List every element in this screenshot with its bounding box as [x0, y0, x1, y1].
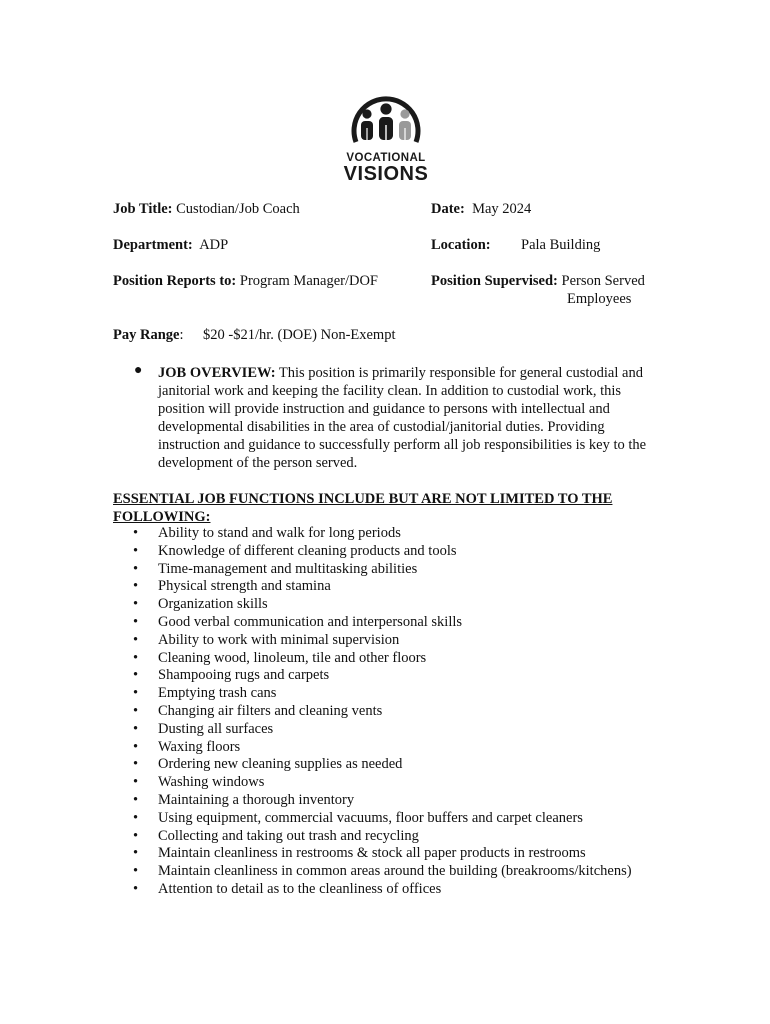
list-item: • Waxing floors [113, 739, 632, 757]
supervised-value-line1: Person Served [561, 273, 645, 289]
essential-functions-list [113, 525, 632, 899]
list-item: • Knowledge of different cleaning products and tools [113, 543, 632, 561]
list-item: • Time-management and multitasking abilities [113, 561, 632, 579]
list-item: • Cleaning wood, linoleum, tile and other floors [113, 650, 632, 668]
job-title-label: Job Title: [113, 201, 173, 217]
list-item: • Dusting all surfaces [113, 721, 632, 739]
overview-label: JOB OVERVIEW: [158, 365, 276, 381]
list-item: • Maintain cleanliness in restrooms & stock all paper products in restrooms [113, 845, 632, 863]
list-item: • Ordering new cleaning supplies as needed [113, 756, 632, 774]
date-label: Date: [431, 201, 465, 217]
list-item: • Collecting and taking out trash and recycling [113, 828, 632, 846]
supervised-label: Position Supervised: [431, 273, 558, 289]
list-item: • Good verbal communication and interpersonal skills [113, 614, 632, 632]
list-item: • Changing air filters and cleaning vents [113, 703, 632, 721]
location-row [431, 236, 491, 254]
list-item: • Emptying trash cans [113, 685, 632, 703]
job-title-value: Custodian/Job Coach [176, 201, 300, 217]
location-value: Pala Building [521, 237, 601, 253]
logo-wordmark-top: VOCATIONAL [346, 152, 426, 164]
job-overview [158, 364, 663, 472]
list-item: • Ability to work with minimal supervision [113, 632, 632, 650]
list-item: • Using equipment, commercial vacuums, floor buffers and carpet cleaners [113, 810, 632, 828]
pay-range-row [113, 326, 184, 344]
list-item: • Organization skills [113, 596, 632, 614]
reports-to-row [113, 272, 378, 290]
department-row [113, 236, 228, 254]
list-item: • Maintaining a thorough inventory [113, 792, 632, 810]
job-title-row [113, 200, 300, 218]
logo-wordmark-bottom: VISIONS [343, 163, 429, 185]
supervised-row [431, 272, 645, 290]
list-item: • Washing windows [113, 774, 632, 792]
pay-range-colon: : [179, 327, 184, 343]
location-label: Location: [431, 237, 491, 253]
list-item: • Maintain cleanliness in common areas around the building (breakrooms/kitchens) [113, 863, 632, 881]
list-item: • Physical strength and stamina [113, 578, 632, 596]
department-label: Department: [113, 237, 193, 253]
department-value: ADP [199, 237, 229, 253]
date-value: May 2024 [472, 201, 532, 217]
essential-functions-heading: ESSENTIAL JOB FUNCTIONS INCLUDE BUT ARE NOT LIMITED TO THE FOLLOWING: [113, 491, 613, 525]
overview-bullet: ● [134, 363, 143, 378]
people-circle-logo-icon [334, 90, 438, 152]
pay-range-label: Pay Range [113, 327, 180, 343]
reports-to-value: Program Manager/DOF [239, 273, 379, 289]
overview-text: This position is primarily responsible for general custodial and janitorial work and keeping the facility clean. In addition to custodial work, this position will provide instruction and guidance to persons with intellectual and developmental disabilities in the area of custodial/janitorial duties. Providing instruction and guidance to successfully perform all job responsibilities is key to the development of the person served. [158, 365, 647, 471]
list-item: • Attention to detail as to the cleanliness of offices [113, 881, 632, 899]
list-item: • Shampooing rugs and carpets [113, 667, 632, 685]
supervised-value-line2: Employees [567, 291, 632, 307]
company-logo [334, 90, 438, 186]
date-row [431, 200, 531, 218]
list-item: • Ability to stand and walk for long periods [113, 525, 632, 543]
pay-range-value: $20 -$21/hr. (DOE) Non-Exempt [203, 327, 396, 343]
reports-to-label: Position Reports to: [113, 273, 237, 289]
